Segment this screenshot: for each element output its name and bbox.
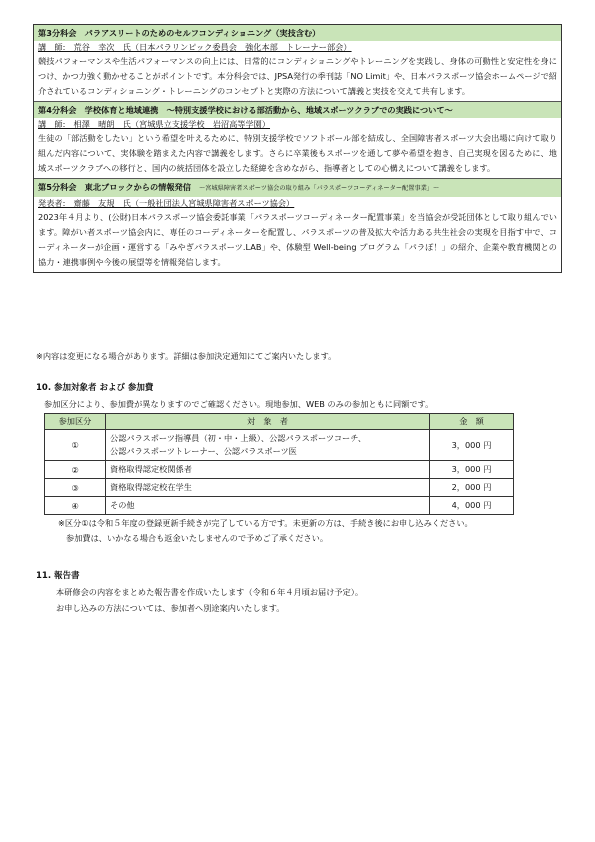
- session-5-subtitle: ～宮城県障害者スポーツ協会の取り組み「パラスポーツコーディネーター配置事業」～: [199, 185, 440, 192]
- section-11-title: 11. 報告書: [36, 571, 80, 581]
- row-category: ④: [45, 497, 106, 515]
- header-amount: 金 額: [430, 414, 514, 430]
- table-row: [45, 479, 514, 497]
- section-11-line-2: お申し込みの方法については、参加者へ別途案内いたします。: [56, 603, 285, 613]
- fee-note-2: 参加費は、いかなる場合も返金いたしませんので予めご了承ください。: [66, 533, 329, 543]
- row-amount: 3，000 円: [430, 430, 514, 461]
- session-4-header: 第4分科会 学校体育と地域連携 ～特別支援学校における部活動から、地域スポーツクラブでの実践について～: [34, 101, 561, 118]
- row-amount: 2，000 円: [430, 479, 514, 497]
- fee-table: [44, 413, 514, 515]
- table-row: [45, 497, 514, 515]
- session-5-lecturer: 発表者: 齋藤 友規 氏（一般社団法人宮城県障害者スポーツ協会）: [38, 198, 295, 208]
- session-3-body: 競技パフォーマンスや生活パフォーマンスの向上には、日常的にコンディショニングやトレーニングを実践し、身体の可動性と安定性を身につけ、かつ力強く動かせることがポイントです。本分科会では、JPSA発行の季刊誌「NO Limit」や、日本パラスポーツ協会ホームページで紹介されているコンディショニング・トレーニングのコンセプトと実際の方法について講義と実技を交えて共有します。: [38, 56, 557, 96]
- row-target: 資格取得認定校在学生: [106, 479, 430, 497]
- row-target: その他: [106, 497, 430, 515]
- row-category: ③: [45, 479, 106, 497]
- table-row: [45, 461, 514, 479]
- session-3-header: 第3分科会 パラアスリートのためのセルフコンディショニング（実技含む）: [34, 25, 561, 41]
- fee-table-header-row: [45, 414, 514, 430]
- fee-note-1: ※区分①は令和５年度の登録更新手続きが完了している方です。未更新の方は、手続き後にお申し込みください。: [58, 518, 473, 528]
- row-amount: 3，000 円: [430, 461, 514, 479]
- session-3-lecturer: 講 師: 荒谷 幸次 氏（日本パラリンピック委員会 強化本部 トレーナー部会）: [38, 42, 352, 52]
- session-4-lecturer: 講 師: 相澤 晴朗 氏（宮城県立支援学校 岩沼高等学園）: [38, 119, 271, 129]
- sessions-box: [33, 24, 562, 273]
- section-11-line-1: 本研修会の内容をまとめた報告書を作成いたします（令和６年４月頃お届け予定）。: [56, 587, 364, 597]
- session-5-header: 第5分科会 東北ブロックからの情報発信 ～宮城県障害者スポーツ協会の取り組み「パラスポーツコーディネーター配置事業」～: [34, 178, 561, 197]
- header-target: 対 象 者: [106, 414, 430, 430]
- fee-notes: [58, 516, 473, 546]
- row-target: 公認パラスポーツ指導員（初・中・上級）、公認パラスポーツコーチ、 公認パラスポーツトレーナー、公認パラスポーツ医: [106, 430, 430, 461]
- row-amount: 4，000 円: [430, 497, 514, 515]
- session-4-body: 生徒の「部活動をしたい」という希望を叶えるために、特別支援学校でソフトボール部を結成し、全国障害者スポーツ大会出場に向けて取り組んだ内容について、実体験を踏まえた内容で講義をします。さらに卒業後もスポーツを通して夢や希望を抱き、自己実現を図るために、地域スポーツクラブへの移行と、国内の統括団体を設立した経緯を含めながら、指導者としての心構えについて講義をします。: [38, 133, 557, 173]
- session-5-body: 2023年４月より、(公財)日本パラスポーツ協会委託事業「パラスポーツコーディネーター配置事業」を当協会が受託団体として取り組んでいます。障がい者スポーツ協会内に、専任のコーディネーターを配置し、パラスポーツの普及拡大や活力ある共生社会の実現を目指す中で、コーディネーターが企画・運営する「みやぎパラスポーツ.LAB」や、体験型 Well-being プログラム「パラぽ！」の紹介、企業や教育機関との協力・連携事例や今後の展望等を情報発信します。: [38, 212, 557, 267]
- section-10-title: 10. 参加対象者 および 参加費: [36, 383, 154, 393]
- row-category: ②: [45, 461, 106, 479]
- row-category: ①: [45, 430, 106, 461]
- sessions-note: ※内容は変更になる場合があります。詳細は参加決定通知にてご案内いたします。: [36, 351, 337, 361]
- row-target: 資格取得認定校関係者: [106, 461, 430, 479]
- section-10-intro: 参加区分により、参加費が異なりますのでご確認ください。現地参加、WEB のみの参加ともに同額です。: [44, 399, 434, 409]
- table-row: [45, 430, 514, 461]
- header-category: 参加区分: [45, 414, 106, 430]
